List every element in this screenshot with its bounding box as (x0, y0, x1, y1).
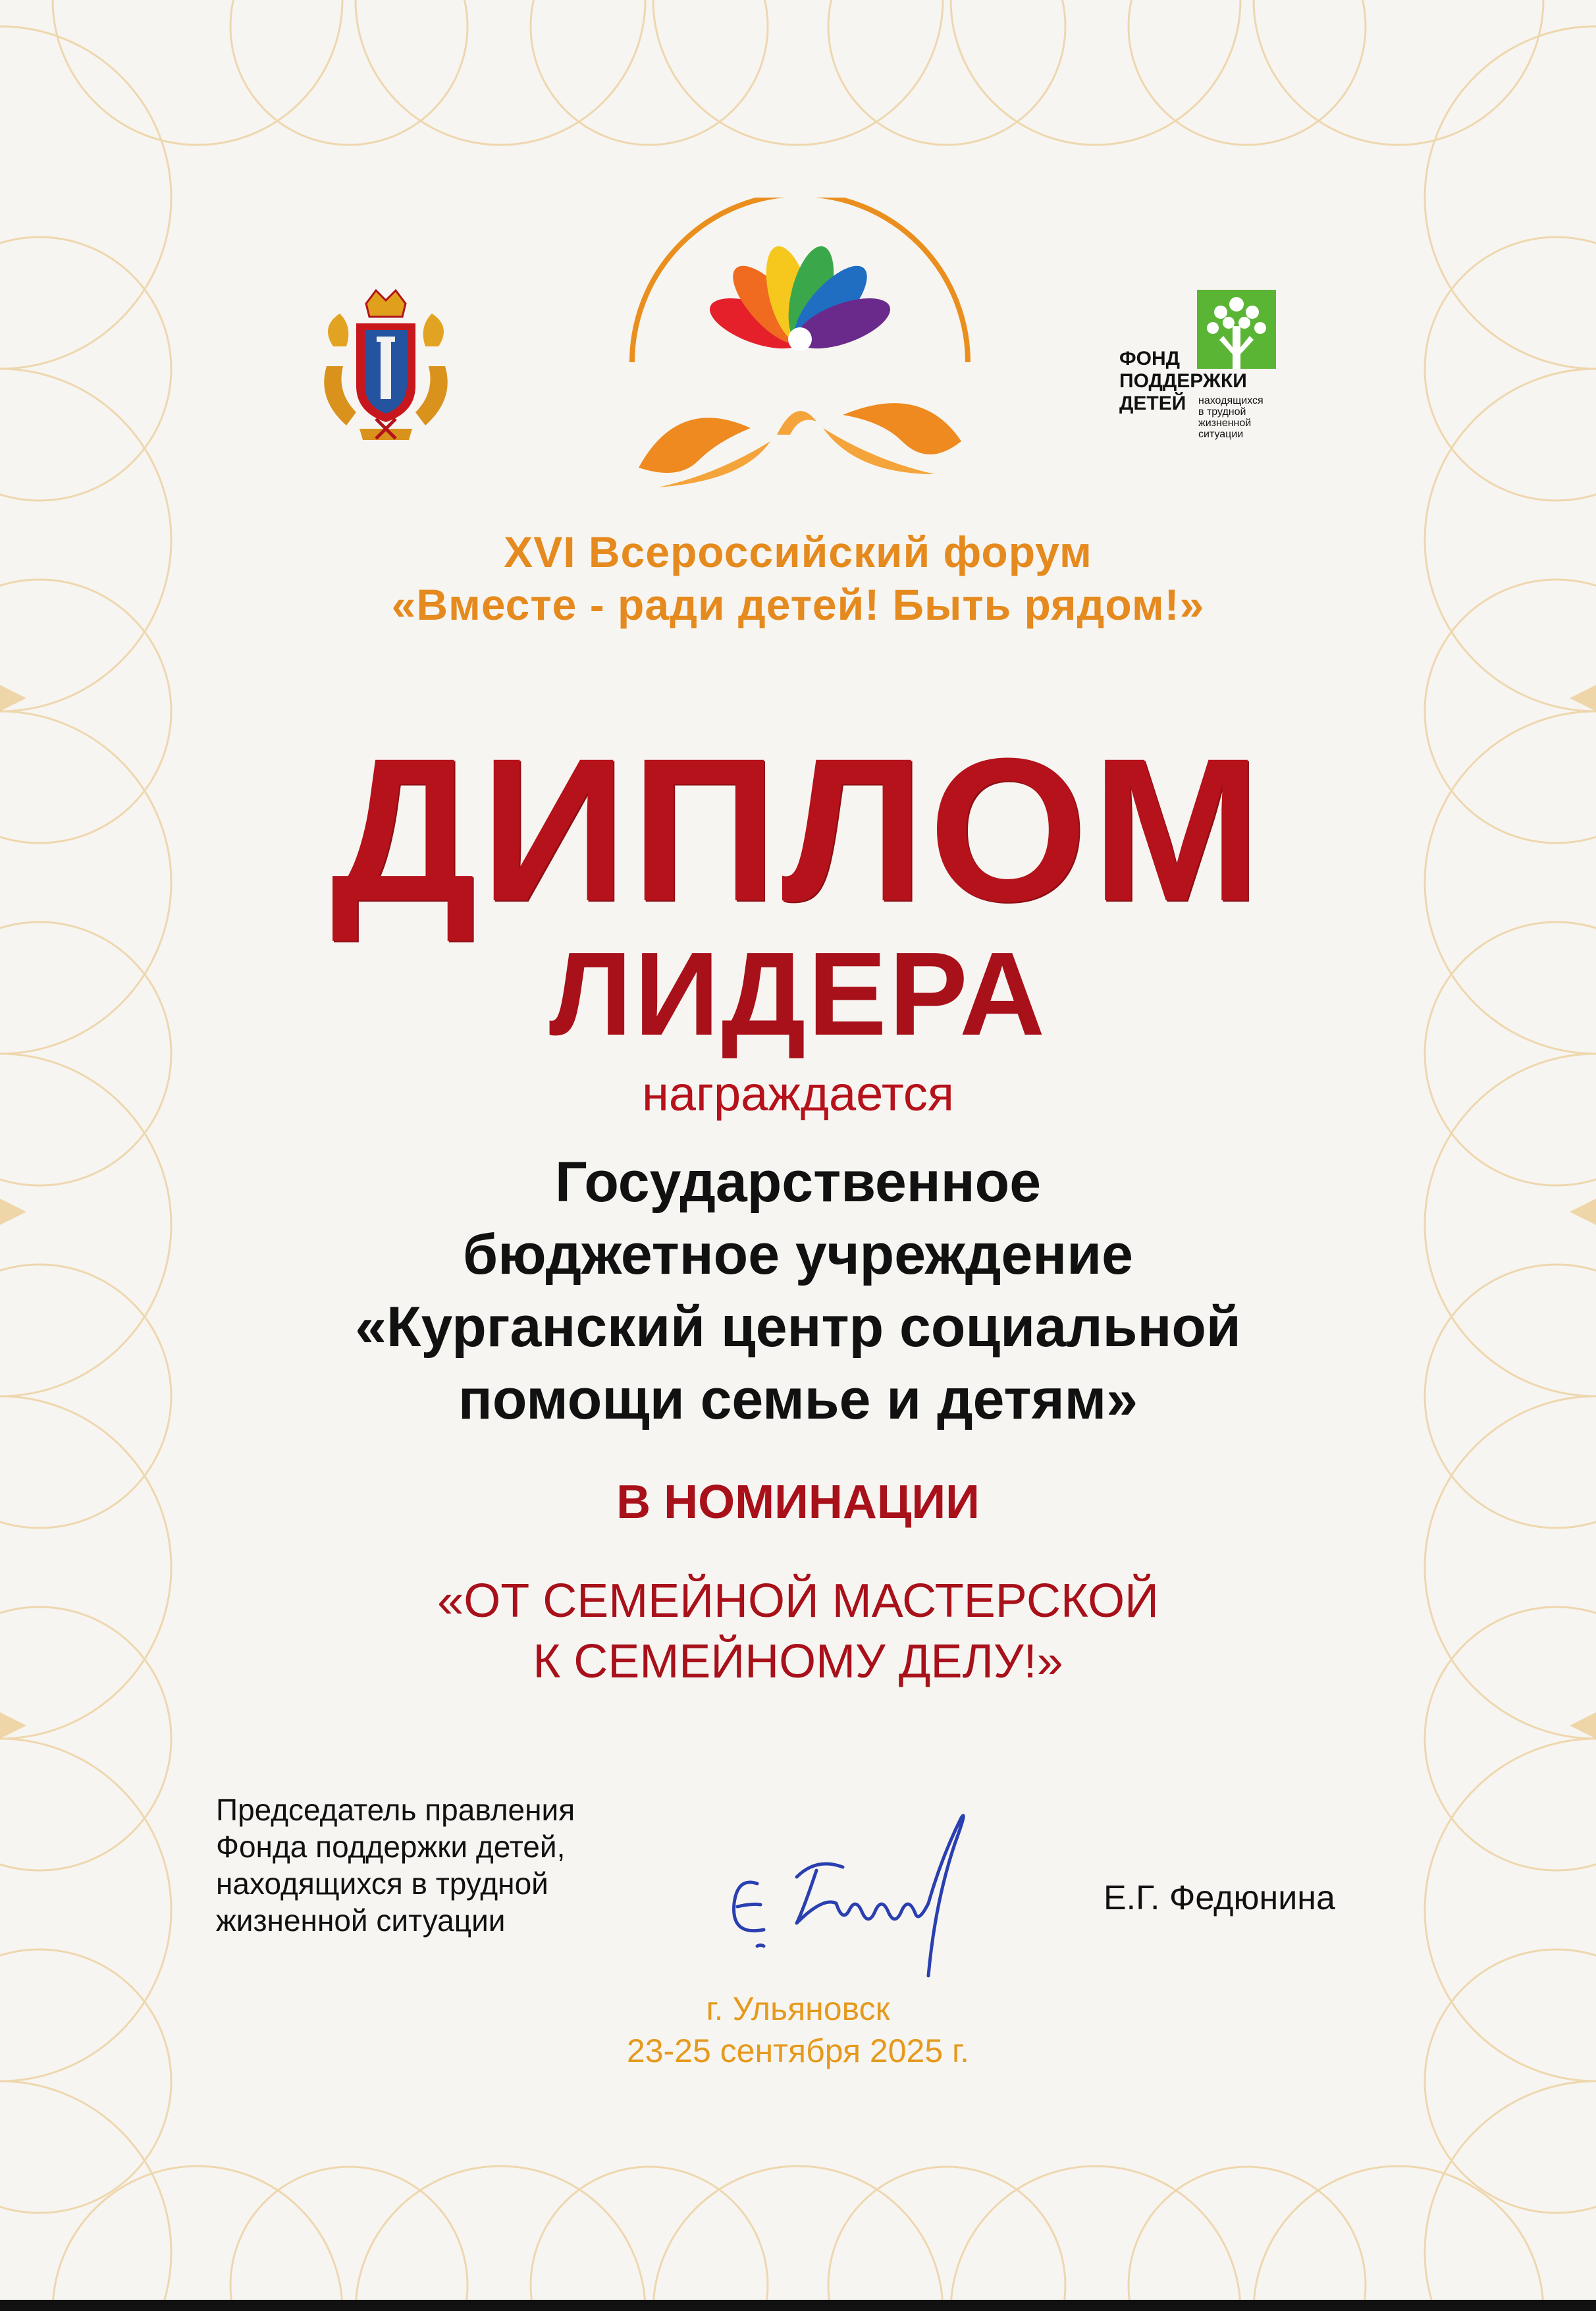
nomination-title-line: К СЕМЕЙНОМУ ДЕЛУ!» (533, 1635, 1063, 1688)
fund-logo-small2: в трудной (1198, 406, 1246, 418)
awarded-label: награждается (642, 1066, 954, 1121)
signatory-name: Е.Г. Федюнина (1104, 1879, 1335, 1917)
signatory-position (216, 1791, 575, 1939)
diploma-title: ДИПЛОМ (331, 715, 1265, 944)
recipient-line: помощи семье и детям» (458, 1368, 1138, 1431)
fund-logo-line2: ПОДДЕРЖКИ (1119, 370, 1247, 392)
event-city: г. Ульяновск (706, 1990, 890, 2027)
fund-logo (1119, 290, 1290, 448)
fund-logo-line1: ФОНД (1119, 348, 1180, 369)
signatory-position-line: находящихся в трудной (216, 1866, 548, 1901)
diploma-subtitle: ЛИДЕРА (548, 928, 1048, 1060)
nomination-title-line: «ОТ СЕМЕЙНОЙ МАСТЕРСКОЙ (437, 1575, 1159, 1627)
coat-of-arms-logo (320, 287, 452, 445)
recipient-line: «Курганский центр социальной (355, 1295, 1241, 1359)
recipient-line: бюджетное учреждение (463, 1223, 1133, 1286)
signatory-position-line: Фонда поддержки детей, (216, 1830, 566, 1864)
nomination-label: В НОМИНАЦИИ (616, 1476, 980, 1529)
forum-logo (619, 198, 981, 514)
fund-logo-small1: находящихся (1198, 395, 1264, 406)
tree-icon (1197, 290, 1276, 369)
signatory-position-line: Председатель правления (216, 1793, 575, 1827)
fund-logo-small4: ситуации (1198, 429, 1244, 440)
fund-logo-line3: ДЕТЕЙ (1119, 393, 1186, 414)
handwritten-signature (718, 1805, 1007, 1989)
event-dates: 23-25 сентября 2025 г. (626, 2032, 970, 2069)
recipient-line: Государственное (554, 1151, 1042, 1214)
forum-title-line1: XVI Всероссийский форум (504, 528, 1092, 576)
signatory-position-line: жизненной ситуации (216, 1903, 506, 1938)
fund-logo-small3: жизненной (1198, 418, 1252, 429)
scan-edge (0, 2300, 1596, 2311)
forum-title-line2: «Вместе - ради детей! Быть рядом!» (391, 580, 1205, 629)
